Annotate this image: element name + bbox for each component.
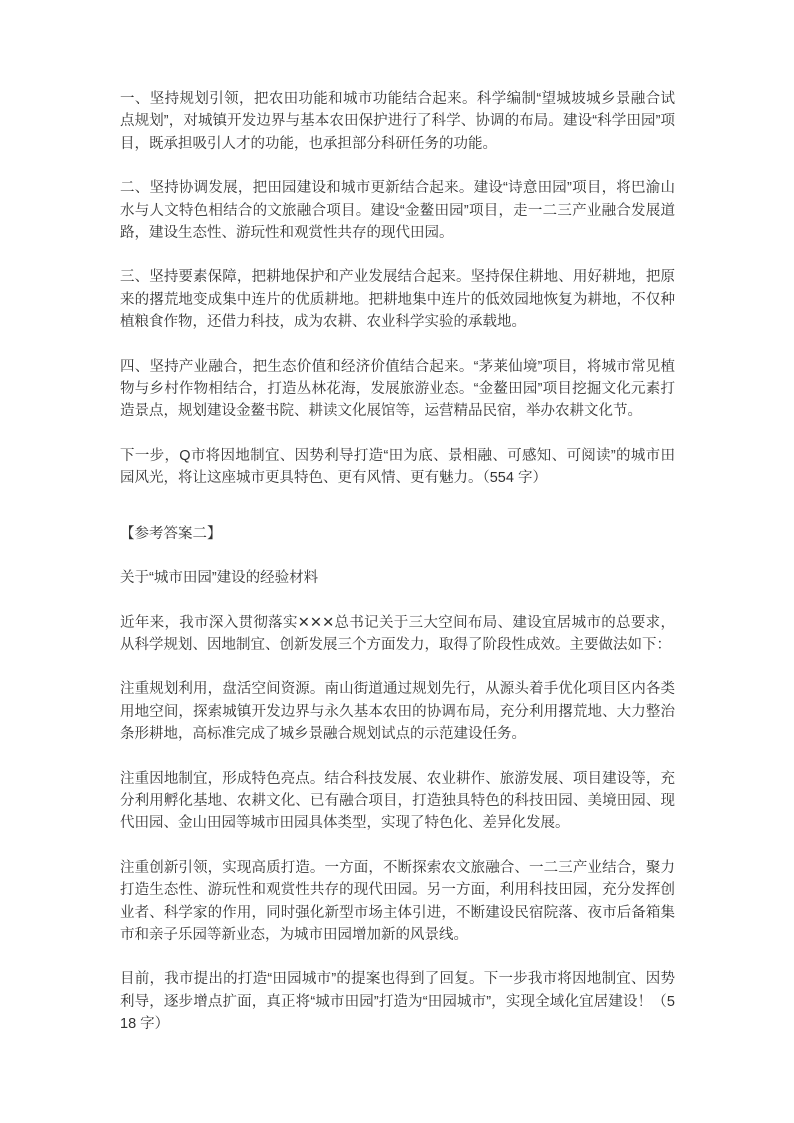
- answer1-point-4: 四、坚持产业融合，把生态价值和经济价值结合起来。“茅莱仙境”项目，将城市常见植物与乡村作物相结合，打造丛林花海，发展旅游业态。“金鳌田园”项目挖掘文化元素打造景点，规划建设金鳌书院、耕读文化展馆等，运营精品民宿，举办农耕文化节。: [120, 358, 675, 420]
- answer2-paragraph-5: 目前，我市提出的打造“田园城市”的提案也得到了回复。下一步我市将因地制宜、因势利导，逐步增点扩面，真正将“城市田园”打造为“田园城市”，实现全域化宜居建设！（518 字）: [120, 971, 675, 1033]
- answer2-paragraph-1: 近年来，我市深入贯彻落实✕✕✕总书记关于三大空间布局、建设宜居城市的总要求，从科学规划、因地制宜、创新发展三个方面发力，取得了阶段性成效。主要做法如下：: [120, 614, 675, 653]
- answer1-closing: 下一步，Q市将因地制宜、因势利导打造“田为底、景相融、可感知、可阅读”的城市田园风光，将让这座城市更具特色、更有风情、更有魅力。（554 字）: [120, 447, 675, 487]
- answer1-point-1: 一、坚持规划引领，把农田功能和城市功能结合起来。科学编制“望城坡城乡景融合试点规划”，对城镇开发边界与基本农田保护进行了科学、协调的布局。建设“科学田园”项目，既承担吸引人才的功能，也承担部分科研任务的功能。: [120, 91, 675, 152]
- answer2-paragraph-3: 注重因地制宜，形成特色亮点。结合科技发展、农业耕作、旅游发展、项目建设等，充分利用孵化基地、农耕文化、已有融合项目，打造独具特色的科技田园、美境田园、现代田园、金山田园等城市田园具体类型，实现了特色化、差异化发展。: [120, 770, 675, 832]
- answer1-point-3: 三、坚持要素保障，把耕地保护和产业发展结合起来。坚持保住耕地、用好耕地，把原来的撂荒地变成集中连片的优质耕地。把耕地集中连片的低效园地恢复为耕地，不仅种植粮食作物，还借力科技，成为农耕、农业科学实验的承载地。: [120, 269, 675, 331]
- answer1-point-2: 二、坚持协调发展，把田园建设和城市更新结合起来。建设“诗意田园”项目，将巴渝山水与人文特色相结合的文旅融合项目。建设“金鳌田园”项目，走一二三产业融合发展道路，建设生态性、游玩性和观赏性共存的现代田园。: [120, 180, 675, 242]
- answer2-title: 关于“城市田园”建设的经验材料: [120, 570, 319, 587]
- answer2-paragraph-2: 注重规划利用，盘活空间资源。南山街道通过规划先行，从源头着手优化项目区内各类用地空间，探索城镇开发边界与永久基本农田的协调布局，充分利用撂荒地、大力整治条形耕地，高标准完成了城乡景融合规划试点的示范建设任务。: [120, 681, 675, 743]
- answer2-paragraph-4: 注重创新引领，实现高质打造。一方面，不断探索农文旅融合、一二三产业结合，聚力打造生态性、游玩性和观赏性共存的现代田园。另一方面，利用科技田园，充分发挥创业者、科学家的作用，同时强化新型市场主体引进，不断建设民宿院落、夜市后备箱集市和亲子乐园等新业态，为城市田园增加新的风景线。: [120, 859, 675, 943]
- answer2-section-label: 【参考答案二】: [120, 525, 222, 542]
